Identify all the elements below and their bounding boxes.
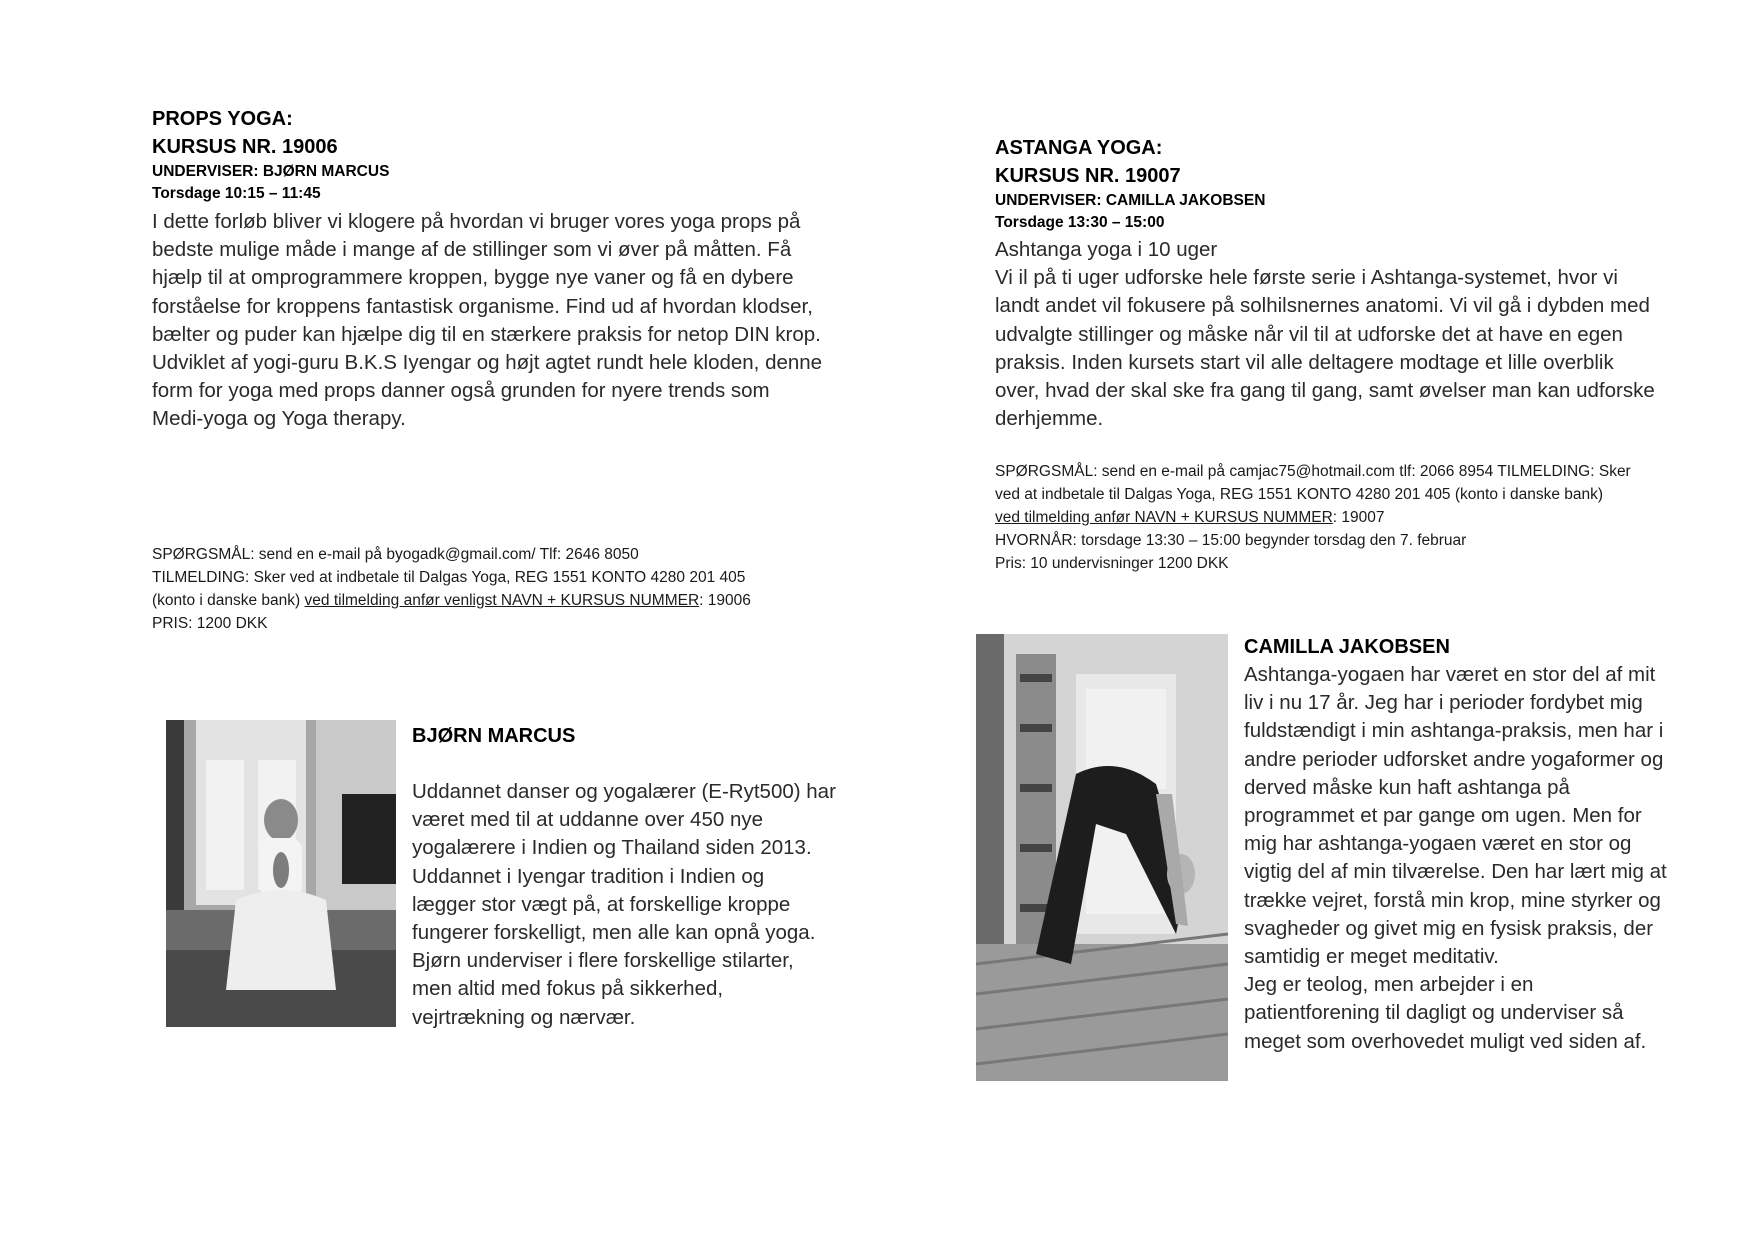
bjorn-marcus-photo <box>166 720 396 1027</box>
bio-line: Uddannet danser og yogalærer (E-Ryt500) har <box>412 780 836 803</box>
desc-line: Ashtanga yoga i 10 uger <box>995 238 1218 261</box>
right-schedule: HVORNÅR: torsdage 13:30 – 15:00 begynder torsdag den 7. februar <box>995 532 1467 549</box>
left-course-number: KURSUS NR. 19006 <box>152 136 338 158</box>
bio-line: Ashtanga-yogaen har været en stor del af mit <box>1244 663 1656 686</box>
desc-line: bedste mulige måde i mange af de stillinger som vi øver på måtten. Få <box>152 238 792 262</box>
bio-line: fungerer forskelligt, men alle kan opnå yoga. <box>412 921 816 945</box>
bjorn-bio-name: BJØRN MARCUS <box>412 725 576 747</box>
bio-line: Jeg er teolog, men arbejder i en <box>1244 973 1534 997</box>
bio-line: liv i nu 17 år. Jeg har i perioder fordybet mig <box>1244 691 1643 715</box>
desc-line: udvalgte stillinger og måske når vil til at udforske det at have en egen <box>995 322 1623 346</box>
bio-line: mig har ashtanga-yogaen været en stor og <box>1244 832 1632 856</box>
left-course-header <box>152 105 872 205</box>
desc-line: over, hvad der skal ske fra gang til gang, samt øvelser man kan udforske <box>995 379 1655 403</box>
camilla-bio-name: CAMILLA JAKOBSEN <box>1244 636 1450 658</box>
bio-line: trække vejret, forstå min krop, mine styrker og <box>1244 888 1661 912</box>
left-course-teacher: UNDERVISER: BJØRN MARCUS <box>152 163 390 180</box>
bio-line: derved måske kun haft ashtanga på <box>1244 775 1570 799</box>
desc-line: I dette forløb bliver vi klogere på hvordan vi bruger vores yoga props på <box>152 210 801 233</box>
left-registration: TILMELDING: Sker ved at indbetale til Dalgas Yoga, REG 1551 KONTO 4280 201 405 <box>152 569 746 586</box>
right-course-info <box>995 460 1725 575</box>
bio-line: svagheder og givet mig en fysisk praksis, der <box>1244 916 1654 940</box>
camilla-jakobsen-photo <box>976 634 1228 1081</box>
desc-line: derhjemme. <box>995 407 1104 431</box>
bio-line: vigtig del af min tilværelse. Den har lært mig at <box>1244 860 1667 884</box>
left-registration-note: (konto i danske bank) ved tilmelding anfør venligst NAVN + KURSUS NUMMER: 19006 <box>152 592 751 609</box>
desc-line: bælter og puder kan hjælpe dig til en stærkere praksis for netop DIN krop. <box>152 322 821 346</box>
right-registration-note: ved tilmelding anfør NAVN + KURSUS NUMMER: 19007 <box>995 509 1385 526</box>
left-course-title: PROPS YOGA: <box>152 108 293 130</box>
bio-line: været med til at uddanne over 450 nye <box>412 808 763 832</box>
bio-line: fuldstændigt i min ashtanga-praksis, men har i <box>1244 719 1664 743</box>
desc-line: landt andet vil fokusere på solhilsnernes anatomi. Vi vil gå i dybden med <box>995 294 1650 318</box>
bio-line: yogalærere i Indien og Thailand siden 2013. <box>412 836 812 860</box>
desc-line: Vi il på ti uger udforske hele første serie i Ashtanga-systemet, hvor vi <box>995 266 1618 290</box>
desc-line: hjælp til at omprogrammere kroppen, bygge nye vaner og få en dybere <box>152 266 794 290</box>
bjorn-bio-text <box>412 778 892 1032</box>
right-price: Pris: 10 undervisninger 1200 DKK <box>995 555 1229 572</box>
right-course-teacher: UNDERVISER: CAMILLA JAKOBSEN <box>995 192 1266 209</box>
left-course-description <box>152 208 872 434</box>
bio-line: samtidig er meget meditativ. <box>1244 945 1499 969</box>
right-course-description <box>995 236 1715 433</box>
right-course-time: Torsdage 13:30 – 15:00 <box>995 214 1165 231</box>
bio-line: Bjørn underviser i flere forskellige stilarter, <box>412 949 794 973</box>
left-course-info <box>152 543 872 635</box>
bio-line: patientforening til dagligt og underviser så <box>1244 1001 1624 1025</box>
bio-line: meget som overhovedet muligt ved siden af. <box>1244 1029 1647 1053</box>
right-course-number: KURSUS NR. 19007 <box>995 165 1181 187</box>
camilla-bio <box>1244 633 1744 1056</box>
desc-line: praksis. Inden kursets start vil alle deltagere modtage et lille overblik <box>995 350 1614 374</box>
left-questions: SPØRGSMÅL: send en e-mail på byogadk@gmail.com/ Tlf: 2646 8050 <box>152 546 639 563</box>
desc-line: Medi-yoga og Yoga therapy. <box>152 407 406 431</box>
bio-line: men altid med fokus på sikkerhed, <box>412 977 724 1001</box>
bio-line: andre perioder udforsket andre yogaformer og <box>1244 747 1664 771</box>
right-course-title: ASTANGA YOGA: <box>995 137 1163 159</box>
bio-line: vejrtrækning og nærvær. <box>412 1005 636 1029</box>
left-course-time: Torsdage 10:15 – 11:45 <box>152 185 321 202</box>
camilla-bio-text <box>1244 661 1744 1056</box>
right-questions: SPØRGSMÅL: send en e-mail på camjac75@hotmail.com tlf: 2066 8954 TILMELDING: Sker <box>995 463 1631 480</box>
left-price: PRIS: 1200 DKK <box>152 615 268 632</box>
desc-line: forståelse for kroppens fantastisk organisme. Find ud af hvordan klodser, <box>152 294 813 318</box>
bio-line: programmet et par gange om ugen. Men for <box>1244 804 1642 828</box>
right-registration: ved at indbetale til Dalgas Yoga, REG 1551 KONTO 4280 201 405 (konto i danske bank) <box>995 486 1604 503</box>
bjorn-bio <box>412 722 892 1032</box>
right-course-header <box>995 134 1715 234</box>
bio-line: Uddannet i Iyengar tradition i Indien og <box>412 864 765 888</box>
desc-line: form for yoga med props danner også grunden for nyere trends som <box>152 379 770 403</box>
desc-line: Udviklet af yogi-guru B.K.S Iyengar og højt agtet rundt hele kloden, denne <box>152 351 823 375</box>
bio-line: lægger stor vægt på, at forskellige kroppe <box>412 892 791 916</box>
